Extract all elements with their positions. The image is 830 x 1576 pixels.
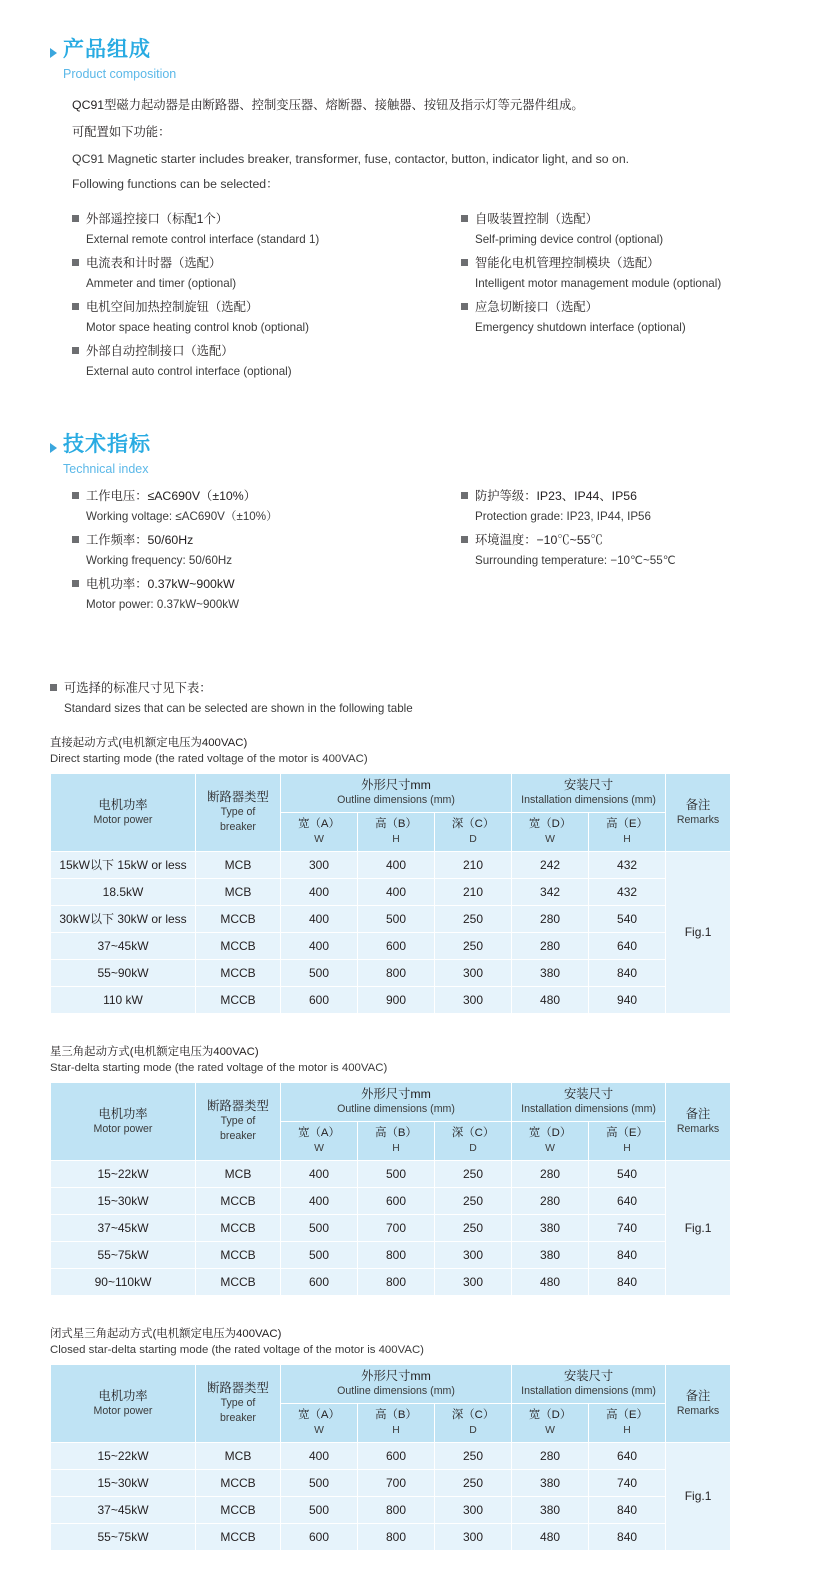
cell-e: 840 — [589, 1497, 666, 1524]
table-header-row — [51, 1083, 731, 1122]
tech-label-en: Surrounding temperature: −10℃~55℃ — [475, 554, 676, 567]
feature-label-en: Intelligent motor management module (optional) — [475, 277, 722, 290]
feature-label-en: External auto control interface (optional) — [86, 365, 292, 378]
feature-label-cn: 自吸装置控制（选配） — [475, 212, 598, 226]
cell-a: 500 — [281, 1215, 358, 1242]
col-breaker-type: 断路器类型 Type of breaker — [196, 1083, 281, 1161]
cell-remarks: Fig.1 — [666, 852, 731, 1014]
cell-a: 400 — [281, 1188, 358, 1215]
feature-label-en: Self-priming device control (optional) — [475, 233, 664, 246]
cell-b: 600 — [358, 1188, 435, 1215]
cell-b: 500 — [358, 1161, 435, 1188]
cell-power: 90~110kW — [51, 1269, 196, 1296]
square-bullet-icon — [461, 303, 468, 310]
cell-breaker: MCCB — [196, 960, 281, 987]
feature-list — [72, 209, 830, 385]
col-motor-power: 电机功率 Motor power — [51, 1365, 196, 1443]
table-caption-cn: 闭式星三角起动方式(电机额定电压为400VAC) — [50, 1328, 282, 1340]
feature-column-right — [461, 209, 830, 385]
cell-c: 250 — [435, 1188, 512, 1215]
cell-a: 500 — [281, 960, 358, 987]
cell-d: 380 — [512, 960, 589, 987]
table-caption-en: Closed star-delta starting mode (the rated voltage of the motor is 400VAC) — [50, 1344, 424, 1356]
square-bullet-icon — [72, 303, 79, 310]
col-depth-c: 深（C） D — [435, 813, 512, 852]
cell-power: 15~22kW — [51, 1161, 196, 1188]
feature-label-cn: 电机空间加热控制旋钮（选配） — [86, 300, 259, 314]
list-item — [72, 530, 441, 571]
cell-e: 740 — [589, 1215, 666, 1242]
cell-power: 18.5kW — [51, 879, 196, 906]
table-row — [51, 1242, 731, 1269]
square-bullet-icon — [72, 580, 79, 587]
list-item — [461, 486, 830, 527]
cell-breaker: MCCB — [196, 1188, 281, 1215]
cell-b: 400 — [358, 852, 435, 879]
col-height-e: 高（E） H — [589, 1404, 666, 1443]
note-label-cn: 可选择的标准尺寸见下表： — [64, 681, 212, 695]
col-height-e: 高（E） H — [589, 1122, 666, 1161]
technical-column-right — [461, 486, 830, 618]
cell-power: 55~75kW — [51, 1524, 196, 1551]
square-bullet-icon — [50, 684, 57, 691]
cell-c: 250 — [435, 1161, 512, 1188]
cell-a: 600 — [281, 987, 358, 1014]
col-height-b: 高（B） H — [358, 1404, 435, 1443]
table-header-row — [51, 774, 731, 813]
table-star-delta-starting — [50, 1082, 731, 1296]
feature-label-cn: 外部自动控制接口（选配） — [86, 344, 234, 358]
table-row — [51, 1269, 731, 1296]
col-remarks: 备注 Remarks — [666, 1083, 731, 1161]
standard-sizes-note — [50, 618, 830, 719]
cell-power: 37~45kW — [51, 1215, 196, 1242]
cell-e: 740 — [589, 1470, 666, 1497]
col-height-b: 高（B） H — [358, 813, 435, 852]
cell-b: 800 — [358, 960, 435, 987]
tech-label-cn: 工作频率：50/60Hz — [86, 533, 194, 547]
list-item — [461, 297, 830, 338]
cell-remarks: Fig.1 — [666, 1443, 731, 1551]
col-installation-dimensions: 安装尺寸 Installation dimensions (mm) — [512, 774, 666, 813]
feature-label-cn: 应急切断接口（选配） — [475, 300, 598, 314]
cell-power: 15~30kW — [51, 1470, 196, 1497]
cell-d: 480 — [512, 987, 589, 1014]
cell-e: 840 — [589, 960, 666, 987]
cell-d: 342 — [512, 879, 589, 906]
col-depth-c: 深（C） D — [435, 1404, 512, 1443]
cell-a: 400 — [281, 1443, 358, 1470]
table-row — [51, 1497, 731, 1524]
cell-e: 840 — [589, 1269, 666, 1296]
square-bullet-icon — [72, 536, 79, 543]
cell-a: 500 — [281, 1497, 358, 1524]
cell-d: 480 — [512, 1269, 589, 1296]
cell-e: 640 — [589, 1188, 666, 1215]
cell-e: 540 — [589, 1161, 666, 1188]
cell-b: 500 — [358, 906, 435, 933]
cell-breaker: MCCB — [196, 1215, 281, 1242]
col-remarks: 备注 Remarks — [666, 774, 731, 852]
tech-label-en: Working frequency: 50/60Hz — [86, 554, 233, 567]
tech-label-en: Motor power: 0.37kW~900kW — [86, 598, 240, 611]
cell-breaker: MCB — [196, 879, 281, 906]
cell-power: 55~90kW — [51, 960, 196, 987]
cell-breaker: MCCB — [196, 1242, 281, 1269]
section-product-composition — [0, 0, 830, 385]
cell-power: 55~75kW — [51, 1242, 196, 1269]
square-bullet-icon — [461, 215, 468, 222]
section-technical-index — [0, 385, 830, 618]
table-row — [51, 1470, 731, 1497]
table-row — [51, 1443, 731, 1470]
tech-label-cn: 环境温度：−10℃~55℃ — [475, 533, 603, 547]
paragraph-intro-cn: QC91型磁力起动器是由断路器、控制变压器、熔断器、接触器、按钮及指示灯等元器件组成。 — [72, 98, 584, 112]
cell-a: 500 — [281, 1242, 358, 1269]
feature-column-left — [72, 209, 441, 385]
cell-e: 840 — [589, 1524, 666, 1551]
table-closed-star-delta-starting — [50, 1364, 731, 1551]
table-row — [51, 960, 731, 987]
cell-d: 380 — [512, 1242, 589, 1269]
cell-c: 210 — [435, 852, 512, 879]
feature-label-cn: 电流表和计时器（选配） — [86, 256, 222, 270]
tech-label-en: Protection grade: IP23, IP44, IP56 — [475, 510, 651, 523]
triangle-bullet-icon — [50, 48, 57, 58]
cell-c: 250 — [435, 933, 512, 960]
cell-e: 840 — [589, 1242, 666, 1269]
square-bullet-icon — [461, 536, 468, 543]
list-item — [72, 253, 441, 294]
square-bullet-icon — [461, 492, 468, 499]
table-row — [51, 879, 731, 906]
list-item — [461, 209, 830, 250]
cell-b: 400 — [358, 879, 435, 906]
list-item — [461, 530, 830, 571]
cell-power: 37~45kW — [51, 1497, 196, 1524]
cell-power: 30kW以下 30kW or less — [51, 906, 196, 933]
col-depth-c: 深（C） D — [435, 1122, 512, 1161]
cell-breaker: MCCB — [196, 1470, 281, 1497]
cell-b: 800 — [358, 1269, 435, 1296]
col-breaker-type: 断路器类型 Type of breaker — [196, 1365, 281, 1443]
cell-b: 700 — [358, 1470, 435, 1497]
cell-c: 300 — [435, 960, 512, 987]
col-breaker-type: 断路器类型 Type of breaker — [196, 774, 281, 852]
cell-breaker: MCB — [196, 1161, 281, 1188]
feature-label-en: Emergency shutdown interface (optional) — [475, 321, 686, 334]
cell-c: 300 — [435, 1269, 512, 1296]
section-heading-technical — [50, 431, 830, 459]
cell-power: 15~22kW — [51, 1443, 196, 1470]
cell-breaker: MCCB — [196, 933, 281, 960]
tech-label-cn: 电机功率：0.37kW~900kW — [86, 577, 235, 591]
cell-c: 300 — [435, 1497, 512, 1524]
technical-column-left — [72, 486, 441, 618]
cell-c: 250 — [435, 1470, 512, 1497]
cell-d: 380 — [512, 1215, 589, 1242]
cell-e: 940 — [589, 987, 666, 1014]
col-height-b: 高（B） H — [358, 1122, 435, 1161]
table-row — [51, 852, 731, 879]
square-bullet-icon — [72, 492, 79, 499]
section-title-en: Technical index — [63, 462, 149, 476]
section-title-en: Product composition — [63, 67, 177, 81]
cell-power: 15kW以下 15kW or less — [51, 852, 196, 879]
cell-b: 800 — [358, 1524, 435, 1551]
col-outline-dimensions: 外形尺寸mm Outline dimensions (mm) — [281, 1365, 512, 1404]
feature-label-en: Ammeter and timer (optional) — [86, 277, 237, 290]
cell-d: 280 — [512, 906, 589, 933]
table-header-row — [51, 1365, 731, 1404]
square-bullet-icon — [72, 259, 79, 266]
cell-d: 280 — [512, 933, 589, 960]
section-title-cn: 技术指标 — [63, 433, 151, 456]
cell-b: 600 — [358, 933, 435, 960]
cell-b: 800 — [358, 1497, 435, 1524]
list-item — [72, 297, 441, 338]
table-caption — [50, 1044, 830, 1076]
table-row — [51, 906, 731, 933]
cell-breaker: MCCB — [196, 987, 281, 1014]
cell-e: 640 — [589, 1443, 666, 1470]
cell-c: 210 — [435, 879, 512, 906]
cell-d: 280 — [512, 1161, 589, 1188]
table-row — [51, 1161, 731, 1188]
cell-e: 432 — [589, 852, 666, 879]
cell-power: 110 kW — [51, 987, 196, 1014]
col-width-d: 宽（D） W — [512, 813, 589, 852]
feature-label-en: Motor space heating control knob (optional) — [86, 321, 309, 334]
list-item — [461, 253, 830, 294]
cell-remarks: Fig.1 — [666, 1161, 731, 1296]
list-item — [72, 486, 441, 527]
col-installation-dimensions: 安装尺寸 Installation dimensions (mm) — [512, 1365, 666, 1404]
cell-a: 400 — [281, 879, 358, 906]
cell-b: 600 — [358, 1443, 435, 1470]
cell-a: 600 — [281, 1524, 358, 1551]
cell-a: 400 — [281, 933, 358, 960]
cell-c: 250 — [435, 906, 512, 933]
cell-e: 432 — [589, 879, 666, 906]
paragraph-intro-en: QC91 Magnetic starter includes breaker, transformer, fuse, contactor, button, indicator light, and so on. — [72, 152, 630, 166]
col-width-d: 宽（D） W — [512, 1122, 589, 1161]
square-bullet-icon — [461, 259, 468, 266]
cell-e: 640 — [589, 933, 666, 960]
square-bullet-icon — [72, 347, 79, 354]
cell-d: 280 — [512, 1188, 589, 1215]
col-outline-dimensions: 外形尺寸mm Outline dimensions (mm) — [281, 774, 512, 813]
feature-label-en: External remote control interface (standard 1) — [86, 233, 320, 246]
table-caption-cn: 直接起动方式(电机额定电压为400VAC) — [50, 737, 248, 749]
cell-d: 280 — [512, 1443, 589, 1470]
note-label-en: Standard sizes that can be selected are shown in the following table — [64, 702, 413, 715]
col-outline-dimensions: 外形尺寸mm Outline dimensions (mm) — [281, 1083, 512, 1122]
col-motor-power: 电机功率 Motor power — [51, 774, 196, 852]
table-caption-en: Direct starting mode (the rated voltage of the motor is 400VAC) — [50, 753, 368, 765]
table-row — [51, 933, 731, 960]
cell-d: 480 — [512, 1524, 589, 1551]
list-item — [72, 574, 441, 615]
col-installation-dimensions: 安装尺寸 Installation dimensions (mm) — [512, 1083, 666, 1122]
cell-c: 250 — [435, 1443, 512, 1470]
cell-c: 300 — [435, 987, 512, 1014]
square-bullet-icon — [72, 215, 79, 222]
cell-breaker: MCB — [196, 1443, 281, 1470]
cell-e: 540 — [589, 906, 666, 933]
list-item — [72, 341, 441, 382]
cell-d: 242 — [512, 852, 589, 879]
col-width-a: 宽（A） W — [281, 813, 358, 852]
cell-breaker: MCCB — [196, 1497, 281, 1524]
list-item — [72, 209, 441, 250]
col-width-a: 宽（A） W — [281, 1404, 358, 1443]
feature-label-cn: 外部遥控接口（标配1个） — [86, 212, 229, 226]
table-direct-starting — [50, 773, 731, 1014]
table-caption — [50, 1326, 830, 1358]
cell-power: 15~30kW — [51, 1188, 196, 1215]
cell-breaker: MCCB — [196, 906, 281, 933]
table-row — [51, 1188, 731, 1215]
paragraph-config-en: Following functions can be selected： — [72, 177, 279, 191]
col-width-d: 宽（D） W — [512, 1404, 589, 1443]
cell-a: 400 — [281, 1161, 358, 1188]
cell-power: 37~45kW — [51, 933, 196, 960]
cell-c: 300 — [435, 1242, 512, 1269]
cell-b: 800 — [358, 1242, 435, 1269]
table-row — [51, 1524, 731, 1551]
col-width-a: 宽（A） W — [281, 1122, 358, 1161]
technical-list — [72, 486, 830, 618]
col-height-e: 高（E） H — [589, 813, 666, 852]
feature-label-cn: 智能化电机管理控制模块（选配） — [475, 256, 660, 270]
cell-breaker: MCB — [196, 852, 281, 879]
table-caption-cn: 星三角起动方式(电机额定电压为400VAC) — [50, 1046, 259, 1058]
cell-d: 380 — [512, 1497, 589, 1524]
tech-label-cn: 防护等级：IP23、IP44、IP56 — [475, 489, 637, 503]
triangle-bullet-icon — [50, 443, 57, 453]
col-motor-power: 电机功率 Motor power — [51, 1083, 196, 1161]
cell-b: 900 — [358, 987, 435, 1014]
cell-breaker: MCCB — [196, 1269, 281, 1296]
cell-a: 500 — [281, 1470, 358, 1497]
tech-label-en: Working voltage: ≤AC690V（±10%） — [86, 510, 278, 523]
col-remarks: 备注 Remarks — [666, 1365, 731, 1443]
paragraph-config-cn: 可配置如下功能： — [72, 125, 171, 139]
cell-d: 380 — [512, 1470, 589, 1497]
cell-breaker: MCCB — [196, 1524, 281, 1551]
cell-b: 700 — [358, 1215, 435, 1242]
table-row — [51, 987, 731, 1014]
table-caption-en: Star-delta starting mode (the rated voltage of the motor is 400VAC) — [50, 1062, 388, 1074]
section-heading-product — [50, 36, 830, 64]
cell-a: 300 — [281, 852, 358, 879]
cell-c: 250 — [435, 1215, 512, 1242]
table-row — [51, 1215, 731, 1242]
tech-label-cn: 工作电压：≤AC690V（±10%） — [86, 489, 256, 503]
table-caption — [50, 735, 830, 767]
cell-a: 600 — [281, 1269, 358, 1296]
cell-a: 400 — [281, 906, 358, 933]
cell-c: 300 — [435, 1524, 512, 1551]
section-title-cn: 产品组成 — [63, 38, 151, 61]
